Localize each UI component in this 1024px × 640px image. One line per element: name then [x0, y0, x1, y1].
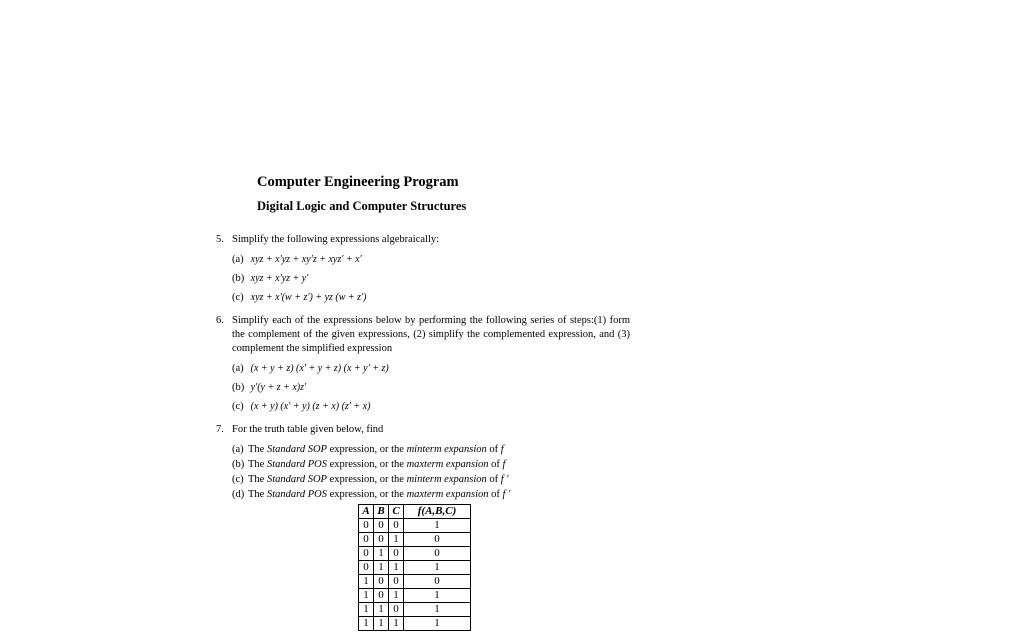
truth-table-wrapper [232, 504, 630, 631]
question-5 [216, 233, 630, 310]
question-number: 6. [216, 315, 224, 326]
table-row [359, 575, 471, 589]
function-symbol: f ' [500, 474, 509, 485]
table-row [359, 617, 471, 631]
sub-question [232, 400, 630, 414]
emphasis: maxterm expansion [406, 459, 489, 470]
column-header: f(A,B,C) [404, 505, 471, 519]
function-symbol: f [502, 459, 506, 470]
table-cell: 1 [389, 533, 404, 547]
sub-question-text: of [486, 474, 501, 485]
sub-question-text: expression, or the [326, 444, 407, 455]
sub-question-text: expression, or the [326, 474, 407, 485]
emphasis: maxterm expansion [406, 489, 489, 500]
sub-question-label: (c) [232, 474, 244, 485]
sub-question [232, 381, 630, 395]
sub-question-text: The [248, 459, 267, 470]
table-row [359, 561, 471, 575]
function-symbol: f ' [502, 489, 511, 500]
sub-question-label: (c) [232, 401, 244, 412]
table-cell: 0 [389, 603, 404, 617]
table-cell: 1 [389, 561, 404, 575]
function-symbol: f [500, 444, 504, 455]
sub-question-label: (a) [232, 363, 244, 374]
expression: y'(y + z + x)z' [250, 382, 307, 393]
sub-question-text: The [248, 474, 267, 485]
table-row [359, 589, 471, 603]
table-row [359, 603, 471, 617]
question-text: Simplify the following expressions algebraically: [232, 234, 440, 245]
expression: (x + y) (x' + y) (z + x) (z' + x) [250, 401, 371, 412]
table-cell: 1 [374, 603, 389, 617]
table-cell: 1 [374, 561, 389, 575]
sub-question-text: expression, or the [326, 459, 407, 470]
table-cell: 1 [374, 547, 389, 561]
table-row [359, 533, 471, 547]
emphasis: Standard SOP [266, 474, 327, 485]
table-cell: 0 [404, 547, 471, 561]
table-cell: 0 [359, 519, 374, 533]
expression: xyz + x'yz + xy'z + xyz' + x' [250, 254, 362, 265]
sub-question-text: of [486, 444, 501, 455]
expression: xyz + x'(w + z') + yz (w + z') [250, 292, 367, 303]
sub-question [232, 458, 630, 472]
sub-question [232, 362, 630, 376]
sub-question [232, 272, 630, 286]
table-cell: 1 [389, 589, 404, 603]
table-cell: 1 [404, 519, 471, 533]
table-cell: 0 [359, 547, 374, 561]
question-6 [216, 314, 630, 419]
table-cell: 0 [389, 519, 404, 533]
table-cell: 0 [389, 575, 404, 589]
column-header: A [359, 505, 374, 519]
emphasis: Standard SOP [266, 444, 327, 455]
emphasis: Standard POS [266, 459, 327, 470]
page-subtitle: Digital Logic and Computer Structures [257, 199, 467, 213]
table-row [359, 519, 471, 533]
table-cell: 1 [389, 617, 404, 631]
question-text: For the truth table given below, find [232, 424, 384, 435]
sub-question-label: (b) [232, 382, 245, 393]
sub-question-text: The [248, 489, 267, 500]
table-cell: 0 [374, 589, 389, 603]
sub-question [232, 443, 630, 457]
sub-question-text: of [488, 459, 503, 470]
column-header: C [389, 505, 404, 519]
emphasis: minterm expansion [406, 474, 487, 485]
table-cell: 1 [404, 603, 471, 617]
table-cell: 1 [359, 575, 374, 589]
sub-question-label: (c) [232, 292, 244, 303]
table-cell: 0 [374, 575, 389, 589]
table-cell: 1 [404, 617, 471, 631]
table-cell: 0 [404, 533, 471, 547]
sub-question-text: expression, or the [326, 489, 407, 500]
sub-question [232, 473, 630, 487]
sub-question-text: The [248, 444, 267, 455]
page-title: Computer Engineering Program [257, 174, 459, 190]
table-cell: 0 [404, 575, 471, 589]
sub-question [232, 253, 630, 267]
table-cell: 1 [374, 617, 389, 631]
sub-question-text: of [488, 489, 503, 500]
table-cell: 0 [359, 533, 374, 547]
table-cell: 1 [404, 561, 471, 575]
table-header-row [359, 505, 471, 519]
questions-content [216, 233, 630, 635]
sub-question-label: (b) [232, 459, 245, 470]
question-7 [216, 423, 630, 631]
table-cell: 0 [359, 561, 374, 575]
sub-question-label: (b) [232, 273, 245, 284]
sub-question [232, 488, 630, 502]
question-text: Simplify each of the expressions below by performing the following series of steps:(1) form the complement of the given expressions, (2) simplify the complemented expression, and (3) complement the simplified expression [232, 315, 630, 354]
sub-question-label: (a) [232, 254, 244, 265]
truth-table [358, 504, 471, 631]
table-cell: 1 [404, 589, 471, 603]
expression: xyz + x'yz + y' [250, 273, 309, 284]
table-cell: 0 [374, 533, 389, 547]
table-cell: 1 [359, 603, 374, 617]
question-number: 7. [216, 424, 224, 435]
question-number: 5. [216, 234, 224, 245]
emphasis: minterm expansion [406, 444, 487, 455]
sub-question-label: (a) [232, 444, 244, 455]
table-cell: 0 [374, 519, 389, 533]
expression: (x + y + z) (x' + y + z) (x + y' + z) [250, 363, 389, 374]
sub-question [232, 291, 630, 305]
sub-question-label: (d) [232, 489, 245, 500]
table-row [359, 547, 471, 561]
table-cell: 0 [389, 547, 404, 561]
column-header: B [374, 505, 389, 519]
table-cell: 1 [359, 617, 374, 631]
table-cell: 1 [359, 589, 374, 603]
emphasis: Standard POS [266, 489, 327, 500]
